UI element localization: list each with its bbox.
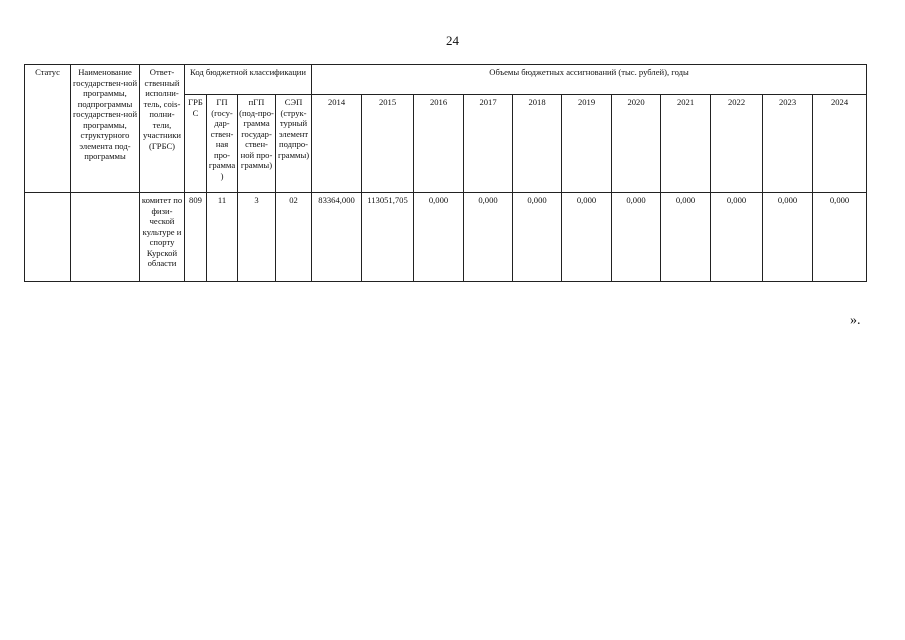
header-year: 2024 — [813, 95, 867, 193]
cell-code-gp: 11 — [207, 193, 238, 282]
cell-name — [71, 193, 140, 282]
header-code-grbs: ГРБ С — [185, 95, 207, 193]
header-year: 2014 — [312, 95, 362, 193]
cell-value: 0,000 — [464, 193, 513, 282]
header-year: 2020 — [612, 95, 661, 193]
cell-value: 0,000 — [562, 193, 612, 282]
cell-value: 0,000 — [661, 193, 711, 282]
cell-code-grbs: 809 — [185, 193, 207, 282]
header-year: 2022 — [711, 95, 763, 193]
cell-status — [25, 193, 71, 282]
header-name: Наименование государствен-ной программы, подпрограммы государствен-ной программы, структурного элемента под-программы — [71, 65, 140, 193]
cell-value: 113051,705 — [362, 193, 414, 282]
cell-value: 0,000 — [711, 193, 763, 282]
cell-value: 0,000 — [813, 193, 867, 282]
header-volumes-group: Объемы бюджетных ассигнований (тыс. рублей), годы — [312, 65, 867, 95]
header-code-group: Код бюджетной классификации — [185, 65, 312, 95]
cell-responsible: комитет по физи-ческой культуре и спорту Курской области — [140, 193, 185, 282]
cell-code-pgp: 3 — [238, 193, 276, 282]
header-year: 2023 — [763, 95, 813, 193]
header-year: 2018 — [513, 95, 562, 193]
page-number: 24 — [446, 33, 459, 48]
header-year: 2017 — [464, 95, 513, 193]
cell-value: 0,000 — [612, 193, 661, 282]
header-code-pgp: пГП (под-про-грамма государ-ствен-ной про-граммы) — [238, 95, 276, 193]
table-row — [25, 193, 867, 282]
header-code-sep: СЭП (струк-турный элемент подпро-граммы) — [276, 95, 312, 193]
cell-value: 0,000 — [414, 193, 464, 282]
budget-table — [24, 64, 867, 282]
header-status: Статус — [25, 65, 71, 193]
cell-code-sep: 02 — [276, 193, 312, 282]
header-year: 2019 — [562, 95, 612, 193]
cell-value: 0,000 — [763, 193, 813, 282]
closing-quote-mark: ». — [850, 313, 861, 328]
header-year: 2015 — [362, 95, 414, 193]
header-year: 2016 — [414, 95, 464, 193]
header-code-gp: ГП (госу-дар-ствен-ная про-грамма ) — [207, 95, 238, 193]
header-year: 2021 — [661, 95, 711, 193]
header-responsible: Ответ-ственный исполни-тель, сois-полни-тели, участники (ГРБС) — [140, 65, 185, 193]
cell-value: 83364,000 — [312, 193, 362, 282]
cell-value: 0,000 — [513, 193, 562, 282]
